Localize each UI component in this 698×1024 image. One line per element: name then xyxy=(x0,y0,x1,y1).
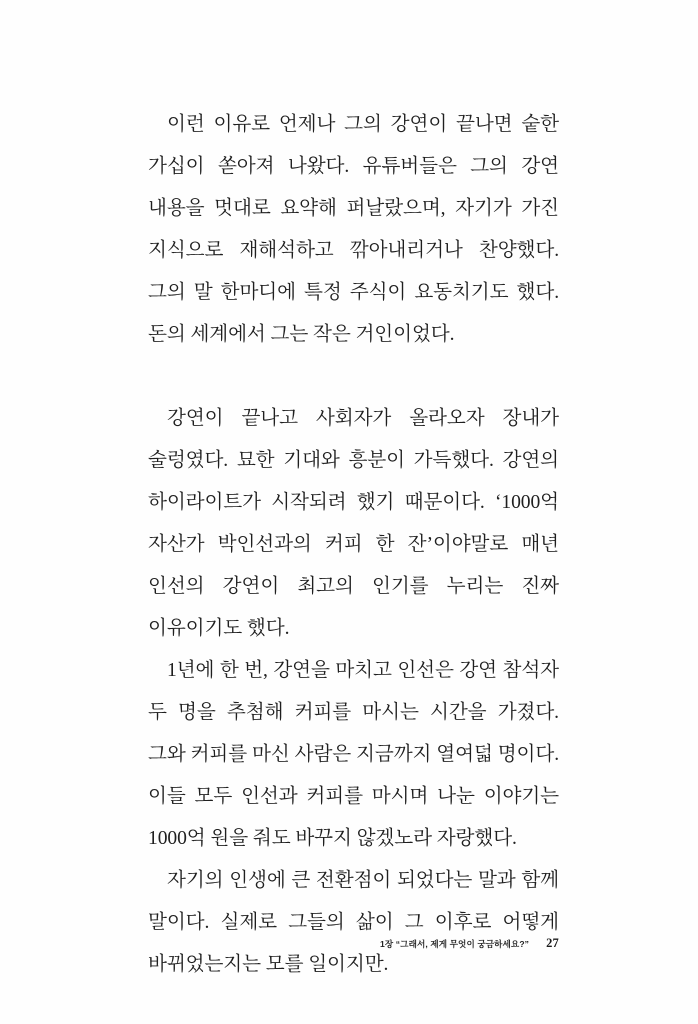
body-paragraph: 이런 이유로 언제나 그의 강연이 끝나면 숱한 가십이 쏟아져 나왔다. 유튜버들은 그의 강연 내용을 멋대로 요약해 퍼날랐으며, 자기가 가진 지식으로 재해석하고 깎아내리거나 찬양했다. 그의 말 한마디에 특정 주식이 요동치기도 했다. 돈의 세계에서 그는 작은 거인이었다. xyxy=(148,114,559,345)
body-paragraph: 자기의 인생에 큰 전환점이 되었다는 말과 함께 말이다. 실제로 그들의 삶이 그 이후로 어떻게 바뀌었는지는 모를 일이지만. xyxy=(148,870,559,975)
running-footer xyxy=(148,936,559,951)
body-text-column xyxy=(148,104,559,986)
footer-chapter-title: 1장 “그래서, 제게 무엇이 궁금하세요?” xyxy=(380,939,530,949)
page-number: 27 xyxy=(546,936,559,950)
body-paragraph: 강연이 끝나고 사회자가 올라오자 장내가 술렁였다. 묘한 기대와 흥분이 가득했다. 강연의 하이라이트가 시작되려 했기 때문이다. ‘1000억 자산가 박인선과의 커피 한 잔’이야말로 매년 인선의 강연이 최고의 인기를 누리는 진짜 이유이기도 했다. xyxy=(148,408,559,639)
body-paragraph: 1년에 한 번, 강연을 마치고 인선은 강연 참석자 두 명을 추첨해 커피를 마시는 시간을 가졌다. 그와 커피를 마신 사람은 지금까지 열여덟 명이다. 이들 모두 인선과 커피를 마시며 나눈 이야기는 1000억 원을 줘도 바꾸지 않겠노라 자랑했다. xyxy=(148,660,559,849)
